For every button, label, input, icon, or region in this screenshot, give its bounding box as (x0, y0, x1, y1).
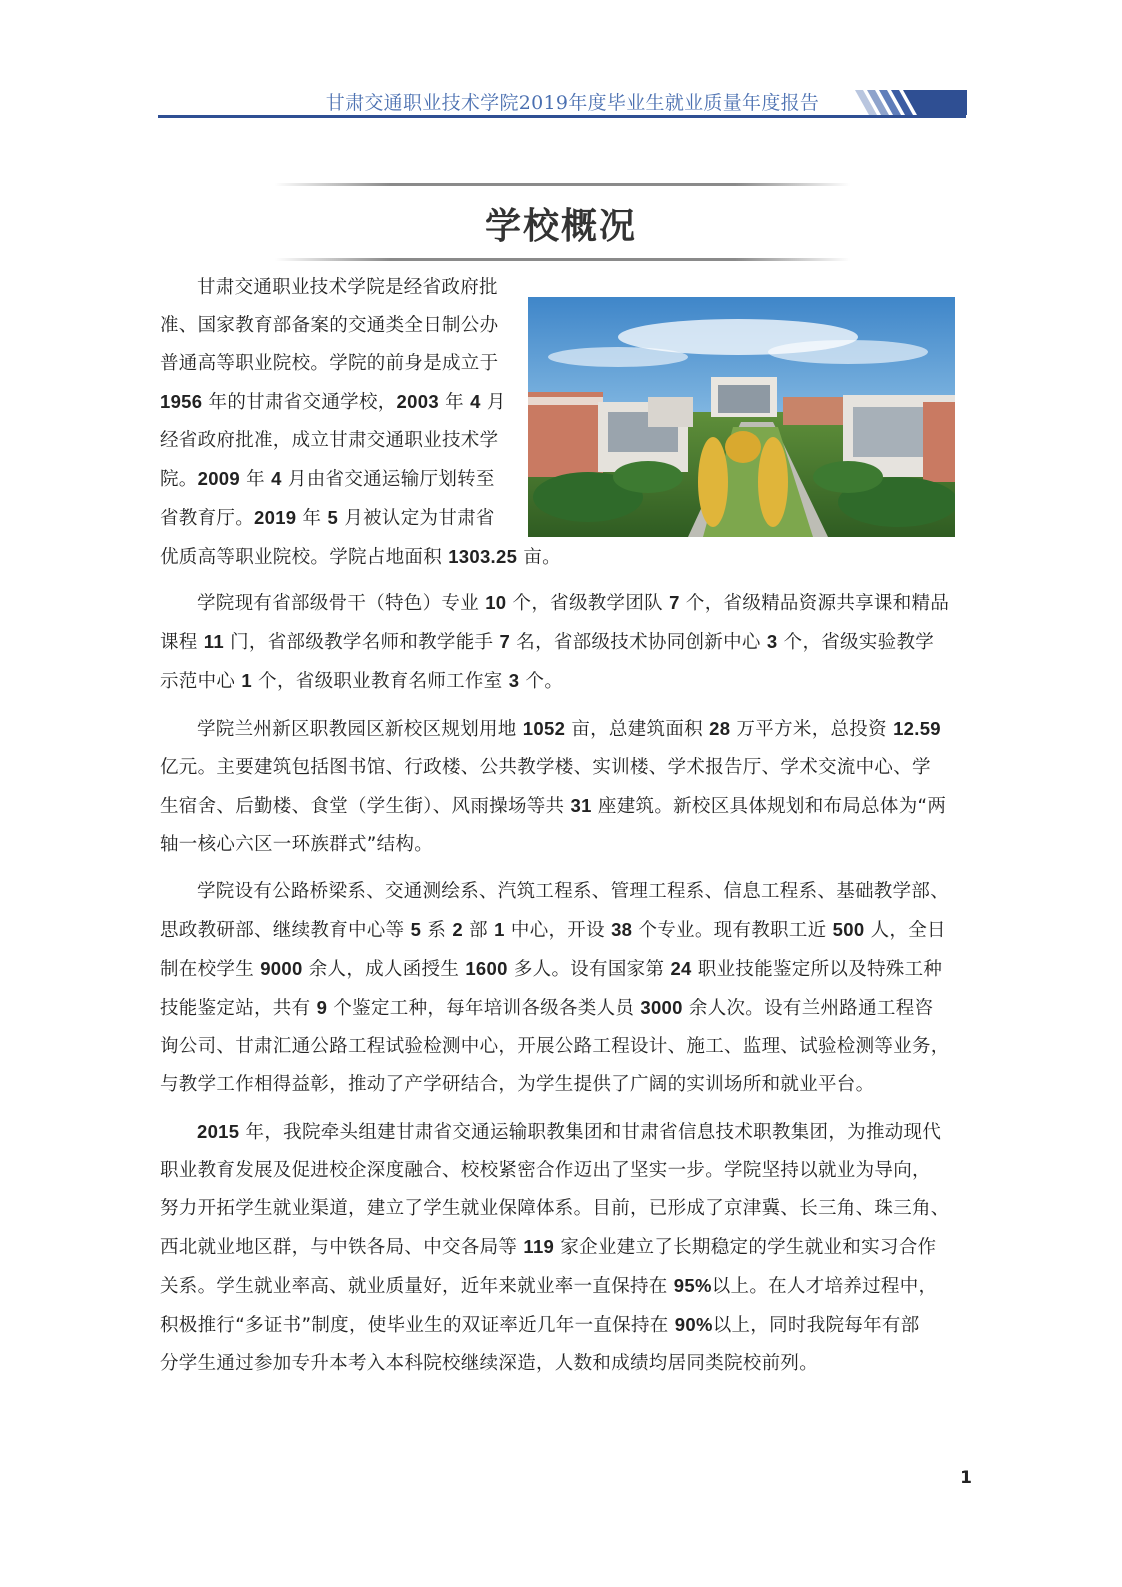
paragraph-1: 甘肃交通职业技术学院是经省政府批 准、国家教育部备案的交通类全日制公办 普通高等职业院校。学院的前身是成立于 1956 年的甘肃省交通学校，2003 年 4 月 经省政府批准，成立甘肃交通职业技术学 院。2009 年 4 月由省交通运输厅划转至 省教育厅。2019 年 5 月被认定为甘肃省 优质高等职业院校。学院占地面积 1303.25 亩。 (160, 277, 561, 568)
page-number: 1 (960, 1468, 972, 1488)
paragraph-2: 学院现有省部级骨干（特色）专业 10 个，省级教学团队 7 个，省级精品资源共享课和精品 课程 11 门，省部级教学名师和教学能手 7 名，省部级技术协同创新中心 3 个，省级实验教学 示范中心 1 个，省级职业教育名师工作室 3 个。 (160, 592, 950, 692)
section-title: 学校概况 (484, 206, 637, 247)
header-title: 甘肃交通职业技术学院2019年度毕业生就业质量年度报告 (325, 92, 820, 114)
title-rule-bottom (275, 258, 850, 261)
paragraph-4: 学院设有公路桥梁系、交通测绘系、汽筑工程系、管理工程系、信息工程系、基础教学部、 思政教研部、继续教育中心等 5 系 2 部 1 中心，开设 38 个专业。现有教职工近 500 人，全日 制在校学生 9000 余人，成人函授生 1600 多人。设有国家第 24 职业技能鉴定所以及特殊工种 技能鉴定站，共有 9 个鉴定工种，每年培训各级各类人员 3000 余人次。设有兰州路通工程咨 询公司、甘肃汇通公路工程试验检测中心，开展公路工程设计、施工、监理、试验检测等业务， 与教学工作相得益彰，推动了产学研结合，为学生提供了广阔的实训场所和就业平台。 (160, 881, 950, 1095)
campus-photo (528, 297, 955, 537)
header-stripes-decoration (855, 88, 967, 118)
paragraph-5: 2015 年，我院牵头组建甘肃省交通运输职教集团和甘肃省信息技术职教集团，为推动现代 职业教育发展及促进校企深度融合、校校紧密合作迈出了坚实一步。学院坚持以就业为导向， 努力开拓学生就业渠道，建立了学生就业保障体系。目前，已形成了京津冀、长三角、珠三角、 西北就业地区群，与中铁各局、中交各局等 119 家企业建立了长期稳定的学生就业和实习合作 关系。学生就业率高、就业质量好，近年来就业率一直保持在 95%以上。在人才培养过程中， 积极推行“多证书”制度，使毕业生的双证率近几年一直保持在 90%以上，同时我院每年有部 分学生通过参加专升本考入本科院校继续深造，人数和成绩均居同类院校前列。 (160, 1121, 950, 1374)
title-rule-top (275, 183, 850, 186)
paragraph-3: 学院兰州新区职教园区新校区规划用地 1052 亩，总建筑面积 28 万平方米，总投资 12.59 亿元。主要建筑包括图书馆、行政楼、公共教学楼、实训楼、学术报告厅、学术交流中心、学 生宿舍、后勤楼、食堂（学生街）、风雨操场等共 31 座建筑。新校区具体规划和布局总体为“两 轴一核心六区一环族群式”结构。 (160, 718, 947, 855)
header-rule (158, 115, 966, 118)
